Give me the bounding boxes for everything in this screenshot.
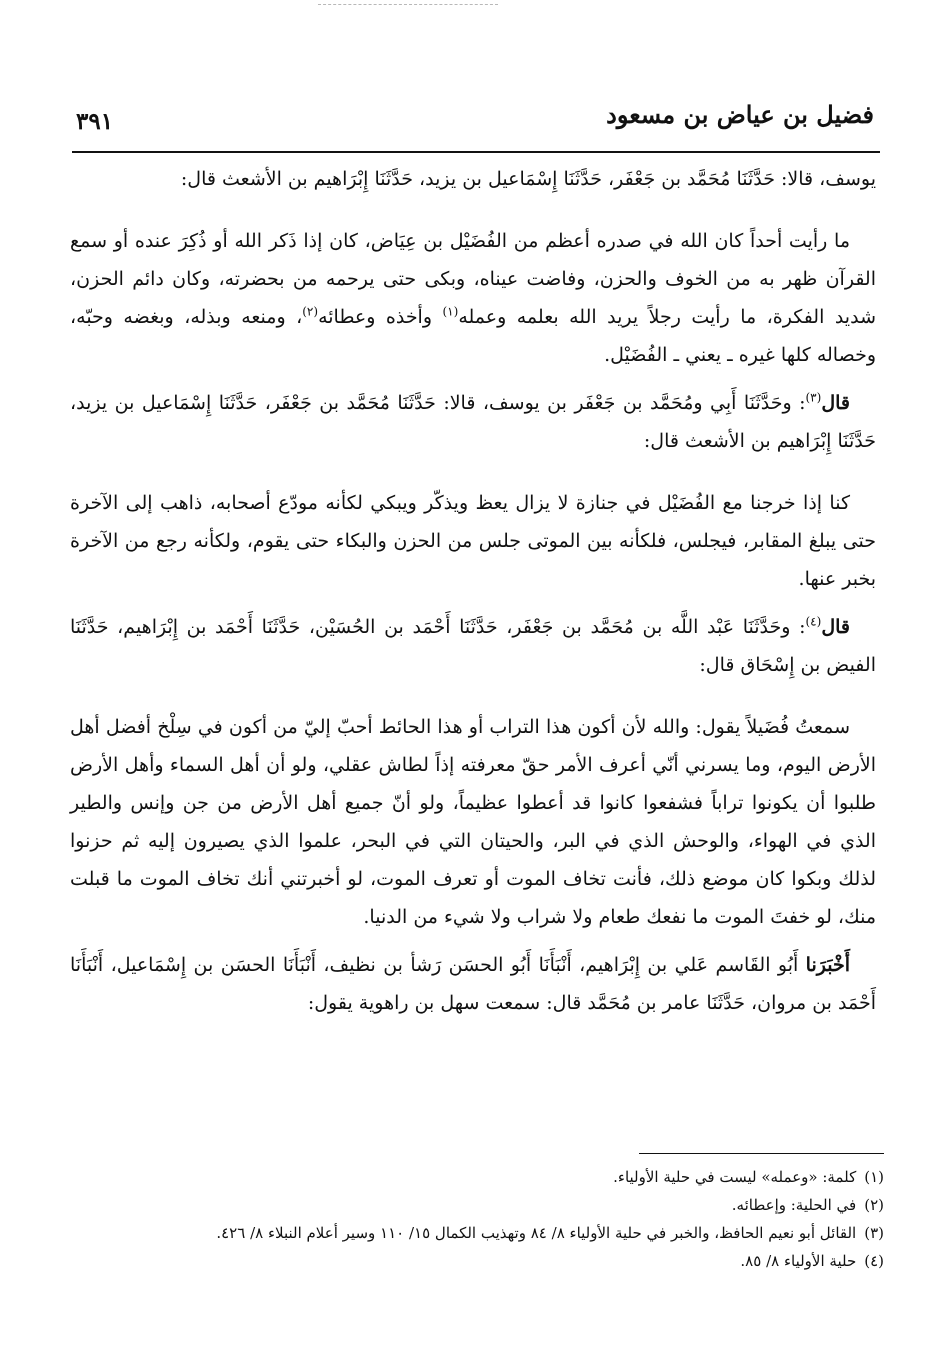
paragraph-text: يوسف، قالا: حَدَّثَنَا مُحَمَّد بن جَعْفَر، حَدَّثَنَا إِسْمَاعيل بن يزيد، حَدَّثَنَا إِبْرَاهيم بن الأشعث قال: xyxy=(180,168,876,190)
footnote-number: (٢) xyxy=(864,1196,884,1214)
page-header xyxy=(72,94,874,138)
footnote-number: (٣) xyxy=(864,1224,884,1242)
paragraph-text: ، ومنعه وبذله، وبغضه وحبّه، وخصاله كلها غيره ـ يعني ـ الفُضَيْل. xyxy=(70,306,876,366)
header-rule xyxy=(72,151,880,153)
footnote-marker: (٣) xyxy=(805,390,822,405)
main-text xyxy=(70,160,876,1022)
footnote-text: في الحلية: وإعطائه. xyxy=(731,1196,857,1214)
paragraph-text: وأخذه وعطائه xyxy=(318,306,443,328)
footnote-text: القائل أبو نعيم الحافظ، والخبر في حلية الأولياء ٨/ ٨٤ وتهذيب الكمال ١٥/ ١١٠ وسير أعلام النبلاء ٨/ ٤٢٦. xyxy=(216,1224,857,1242)
lead-word: قال xyxy=(821,392,850,414)
footnote-text: كلمة: «وعمله» ليست في حلية الأولياء. xyxy=(613,1168,857,1186)
footnote-marker: (٤) xyxy=(805,614,822,629)
footnote-3 xyxy=(70,1219,884,1247)
footnote-rule xyxy=(639,1153,884,1154)
paragraph-2 xyxy=(70,222,876,374)
footnote-marker: (٢) xyxy=(302,304,319,319)
paragraph-7 xyxy=(70,946,876,1022)
paragraph-text: : وحَدَّثَنَا عَبْد اللَّه بن مُحَمَّد بن جَعْفَر، حَدَّثَنَا أَحْمَد بن الحُسَيْن، حَدَّثَنَا أَحْمَد بن إِبْرَاهيم، حَدَّثَنَا الفيض بن إِسْحَاق قال: xyxy=(70,616,876,676)
paragraph-5 xyxy=(70,608,876,684)
footnote-marker: (١) xyxy=(442,304,459,319)
footnote-text: حلية الأولياء ٨/ ٨٥. xyxy=(740,1252,857,1270)
paragraph-text: سمعتُ فُضَيلاً يقول: والله لأن أكون هذا التراب أو هذا الحائط أحبّ إليّ من أكون في سِلْخ أفضل أهل الأرض اليوم، وما يسرني أنّي أعرف الأمر حقّ معرفته إذاً لطاش عقلي، ولو أن أهل السماء وأهل الأرض طلبوا أن يكونوا تراباً فشفعوا كانوا قد أعطوا عظيماً، ولو أنّ جميع أهل الأرض من جن وإنس والطير الذي في الهواء، والوحش الذي في البر، والحيتان التي في البحر، علموا الذي يصيرون إليه ثم حزنوا لذلك وبكوا كان موضع ذلك، فأنت تخاف الموت أو تعرف الموت، لو أخبرتني أنك تخاف الموت ما قبلت منك، لو خفتَ الموت ما نفعك طعام ولا شراب ولا شيء من الدنيا. xyxy=(70,716,877,928)
paragraph-text: : وحَدَّثَنَا أَبِي ومُحَمَّد بن جَعْفَر بن يوسف، قالا: حَدَّثَنَا مُحَمَّد بن جَعْفَر، حَدَّثَنَا إِسْمَاعيل بن يزيد، حَدَّثَنَا إِبْرَاهيم بن الأشعث قال: xyxy=(70,392,876,452)
lead-word: قال xyxy=(821,616,850,638)
footnote-number: (٤) xyxy=(864,1252,884,1270)
top-dashed-mark xyxy=(318,4,498,5)
paragraph-text: أَبُو القَاسم عَلي بن إِبْرَاهيم، أَنْبَأَنَا أَبُو الحسَن رَشأ بن نظيف، أَنْبَأَنَا الحسَن بن إِسْمَاعيل، أَنْبَأَنَا أَحْمَد بن مروان، حَدَّثَنَا عامر بن مُحَمَّد قال: سمعت سهل بن راهوية يقول: xyxy=(70,954,876,1014)
paragraph-6 xyxy=(70,708,876,936)
paragraph-text: ما رأيت أحداً كان الله في صدره أعظم من الفُضَيْل بن عِيَاض، كان إذا ذَكر الله أو ذُكِرَ عنده أو سمع القرآن ظهر به من الخوف والحزن، وفاضت عيناه، وبكى حتى يرحمه من بحضرته، وكان دائم الحزن، شديد الفكرة، ما رأيت رجلاً يريد الله بعلمه وعمله xyxy=(70,230,876,328)
footnote-number: (١) xyxy=(864,1168,884,1186)
paragraph-3 xyxy=(70,384,876,460)
paragraph-1 xyxy=(70,160,876,198)
paragraph-4 xyxy=(70,484,876,598)
paragraph-text: كنا إذا خرجنا مع الفُضَيْل في جنازة لا يزال يعظ ويذكّر ويبكي لكأنه مودّع أصحابه، ذاهب إلى الآخرة حتى يبلغ المقابر، فيجلس، فلكأنه بين الموتى جلس من الحزن والبكاء حتى يقوم، ولكأنه رجع من الآخرة بخبر عنها. xyxy=(70,492,876,590)
footnotes xyxy=(70,1163,884,1275)
running-title: فضيل بن عياض بن مسعود xyxy=(606,100,874,129)
page-number: ٣٩١ xyxy=(76,108,114,135)
footnote-4 xyxy=(70,1247,884,1275)
lead-word: أَخْبَرَنا xyxy=(805,954,850,976)
footnote-1 xyxy=(70,1163,884,1191)
footnote-2 xyxy=(70,1191,884,1219)
